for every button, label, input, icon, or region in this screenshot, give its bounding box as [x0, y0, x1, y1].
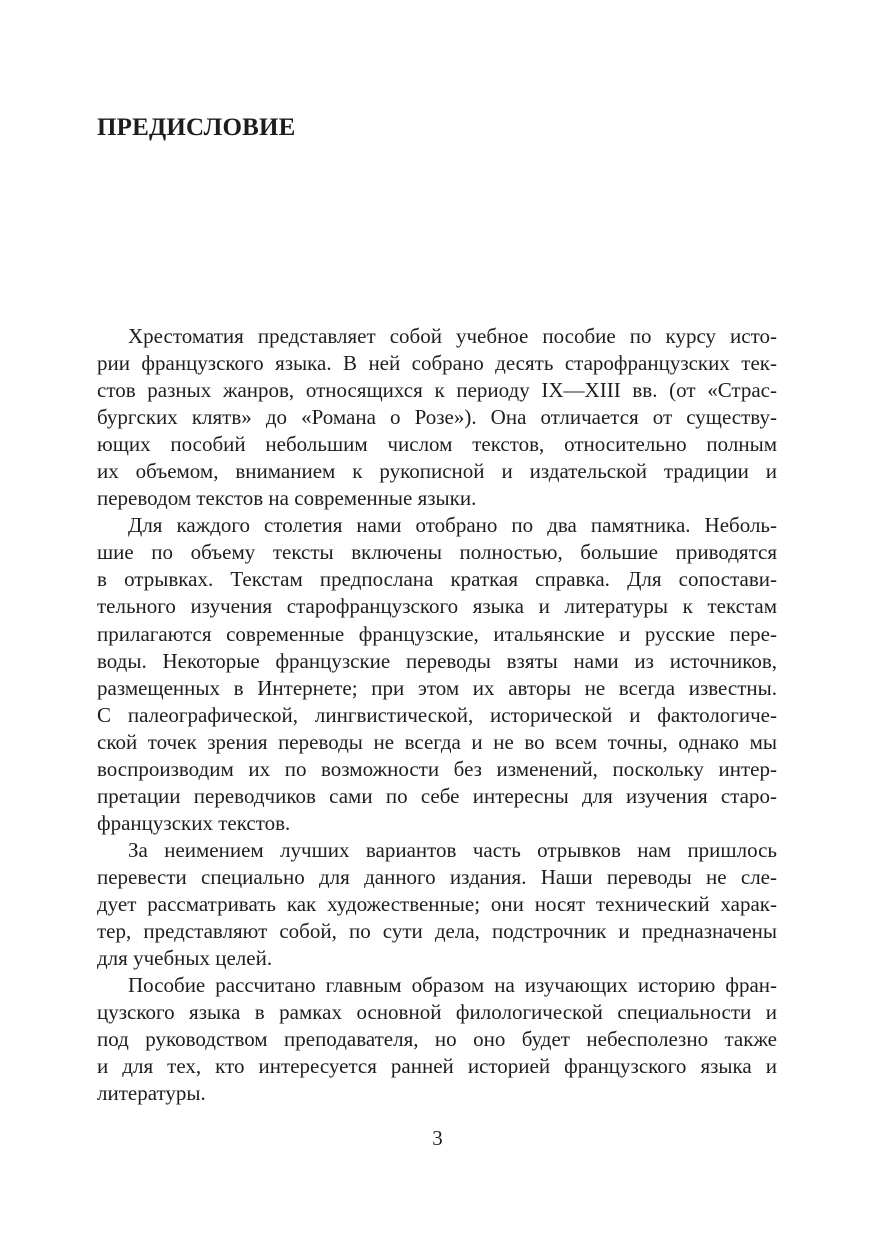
- text-line: воды. Некоторые французские переводы взяты нами из источников,: [97, 648, 777, 673]
- text-line: претации переводчиков сами по себе интересны для изучения старо-: [97, 783, 777, 808]
- text-line: стов разных жанров, относящихся к периоду IX—XIII вв. (от «Страс-: [97, 378, 777, 403]
- paragraph-3: [97, 837, 777, 972]
- text-line: тер, представляют собой, по сути дела, подстрочник и предназначены: [97, 919, 777, 944]
- text-line: рии французского языка. В ней собрано десять старофранцузских тек-: [97, 351, 777, 376]
- text-line: тельного изучения старофранцузского языка и литературы к текстам: [97, 594, 777, 619]
- text-line: За неимением лучших вариантов часть отрывков нам пришлось: [128, 837, 777, 862]
- text-line: ющих пособий небольшим числом текстов, относительно полным: [97, 432, 777, 457]
- text-line: литературы.: [97, 1081, 206, 1106]
- text-line: шие по объему тексты включены полностью, большие приводятся: [97, 540, 777, 565]
- text-line: переводом текстов на современные языки.: [97, 486, 477, 511]
- text-line: перевести специально для данного издания. Наши переводы не сле-: [97, 864, 777, 889]
- text-line: бургских клятв» до «Романа о Розе»). Она отличается от существу-: [97, 405, 777, 430]
- text-line: для учебных целей.: [97, 946, 273, 971]
- text-line: Для каждого столетия нами отобрано по два памятника. Неболь-: [128, 513, 777, 538]
- text-line: ской точек зрения переводы не всегда и не во всем точны, однако мы: [97, 729, 777, 754]
- text-line: прилагаются современные французские, итальянские и русские пере-: [97, 621, 777, 646]
- text-line: французских текстов.: [97, 810, 291, 835]
- text-line: и для тех, кто интересуется ранней историей французского языка и: [97, 1054, 777, 1079]
- text-line: воспроизводим их по возможности без изменений, поскольку интер-: [97, 756, 777, 781]
- text-line: их объемом, вниманием к рукописной и издательской традиции и: [97, 459, 777, 484]
- paragraph-4: [97, 972, 777, 1107]
- text-line: дует рассматривать как художественные; они носят технический харак-: [97, 891, 777, 916]
- text-line: Пособие рассчитано главным образом на изучающих историю фран-: [128, 973, 777, 998]
- preface-body: [97, 323, 777, 1107]
- text-line: С палеографической, лингвистической, исторической и фактологиче-: [97, 702, 777, 727]
- page-number: 3: [432, 1126, 443, 1150]
- text-line: под руководством преподавателя, но оно будет небесполезно также: [97, 1027, 777, 1052]
- text-line: Хрестоматия представляет собой учебное пособие по курсу исто-: [128, 324, 777, 348]
- paragraph-1: [97, 323, 777, 512]
- text-line: цузского языка в рамках основной филологической специальности и: [97, 1000, 777, 1025]
- text-line: в отрывках. Текстам предпослана краткая справка. Для сопостави-: [97, 567, 777, 592]
- text-line: размещенных в Интернете; при этом их авторы не всегда известны.: [97, 675, 777, 700]
- paragraph-2: [97, 512, 777, 837]
- page-title: ПРЕДИСЛОВИЕ: [97, 114, 296, 141]
